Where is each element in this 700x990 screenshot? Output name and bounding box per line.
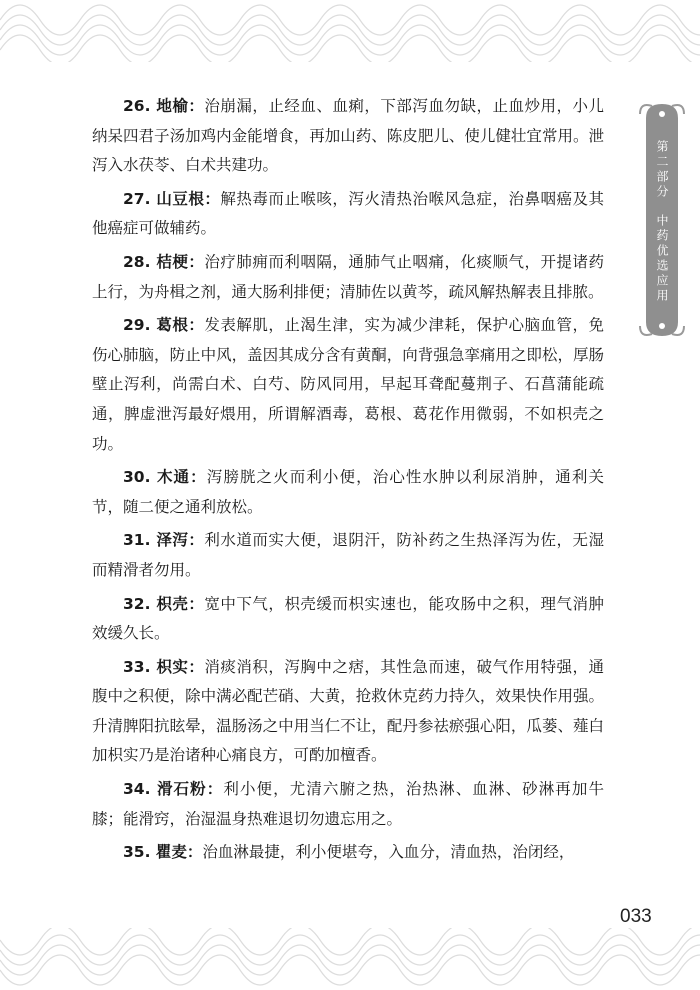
top-wave-ornament [0,0,700,62]
entry-label: 29. 葛根： [123,316,205,335]
entry-label: 34. 滑石粉： [123,780,224,799]
entry-33 [92,653,604,771]
entry-text: 治疗肺痈而利咽隔，通肺气止咽痛，化痰顺气，开提诸药上行，为舟楫之剂，通大肠利排便；清肺佐以黄芩，疏风解热解表且排脓。 [92,252,604,301]
entry-35 [92,838,604,868]
entry-text: 泻膀胱之火而利小便，治心性水肿以利尿消肿，通利关节，随二便之通利放松。 [92,468,604,516]
side-tab-text [652,140,672,304]
entry-text: 宽中下气，枳壳缓而枳实速也，能攻肠中之积，理气消肿效缓久长。 [92,594,604,643]
entry-27 [92,185,604,244]
side-tab-title: 中药优选应用 [655,214,669,304]
entry-label: 32. 枳壳： [123,594,205,613]
page-number: 033 [620,906,652,927]
entry-label: 27. 山豆根： [123,189,221,208]
entry-label: 30. 木通： [123,468,207,487]
entry-label: 35. 瞿麦： [123,843,203,862]
document-body [92,92,604,872]
entry-text: 解热毒而止喉咳，泻火清热治喉风急症，治鼻咽癌及其他癌症可做辅药。 [92,189,604,238]
entry-30 [92,463,604,522]
entry-34 [92,775,604,834]
entry-text: 利水道而实大便，退阴汗，防补药之生热泽泻为佐，无湿而精滑者勿用。 [92,531,604,579]
entry-32 [92,590,604,649]
entry-29 [92,311,604,459]
bottom-wave-ornament [0,928,700,990]
entry-31 [92,526,604,585]
entry-28 [92,248,604,307]
entry-text: 治崩漏，止经血、血痢，下部泻血勿缺，止血炒用，小儿纳呆四君子汤加鸡内金能增食，再加山药、陈皮肥儿、使儿健壮宜常用。泄泻入水茯苓、白术共建功。 [92,97,604,175]
entry-label: 28. 桔梗： [123,252,205,271]
side-tab-part: 第二部分 [655,140,669,200]
entry-text: 发表解肌，止渴生津，实为减少津耗，保护心脑血管，免伤心肺脑，防止中风，盖因其成分含有黄酮，向背强急挛痛用之即松，厚肠壁止泻利，尚需白术、白芍、防风同用，早起耳聋配蔓荆子、石菖蒲能疏通，脾虚泄泻最好煨用，所谓解酒毒，葛根、葛花作用微弱，不如枳壳之功。 [92,316,604,453]
chapter-side-tab [630,100,694,340]
entry-text: 消痰消积，泻胸中之痞，其性急而速，破气作用特强，通腹中之积便，除中满必配芒硝、大黄，抢救休克药力持久，效果快作用强。升清脾阳抗眩晕，温肠汤之中用当仁不让，配丹参祛瘀强心阳，瓜蒌、薤白加枳实乃是治诸种心痛良方，可酌加檀香。 [92,657,604,765]
entry-label: 33. 枳实： [123,657,205,676]
entry-text: 利小便，尤清六腑之热，治热淋、血淋、砂淋再加牛膝；能滑窍，治湿温身热难退切勿遗忘用之。 [92,780,604,828]
entry-26 [92,92,604,181]
entry-label: 31. 泽泻： [123,531,205,550]
entry-label: 26. 地榆： [123,97,205,115]
entry-text: 治血淋最捷，利小便堪夸，入血分，清血热，治闭经， [202,843,575,862]
